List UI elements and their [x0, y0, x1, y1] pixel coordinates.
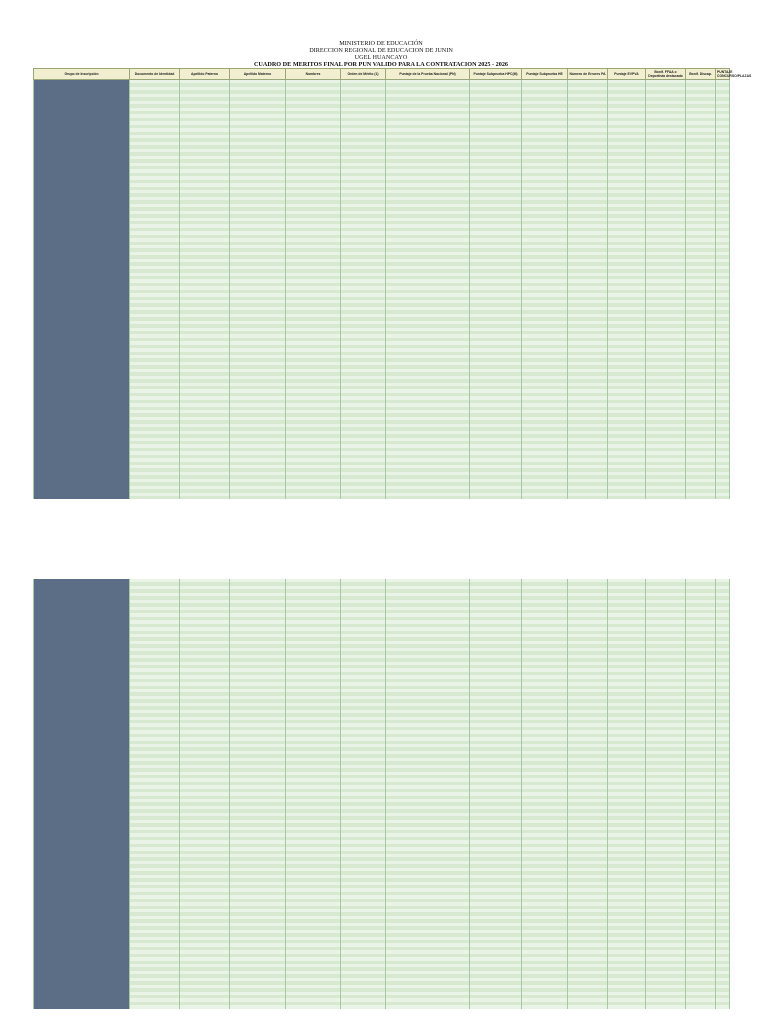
table-cell [341, 496, 386, 499]
document-page-1 [33, 38, 752, 518]
table-cell [568, 496, 608, 499]
table-cell [341, 1005, 386, 1008]
table-cell [568, 1005, 608, 1008]
column-header: Apellido Materno [230, 69, 286, 80]
column-header: Nombres [286, 69, 341, 80]
table-row [34, 1005, 730, 1008]
ugel-title: UGEL HUANCAYO [354, 54, 408, 61]
table-cell [716, 496, 730, 499]
table-cell [130, 496, 180, 499]
column-header: Bonif. FFAA o Deportista destacado [646, 69, 686, 80]
table-cell [608, 496, 646, 499]
document-page-2 [33, 576, 729, 1024]
table-cell [286, 1005, 341, 1008]
column-header: PUNTAJE CONCURSO/PLAZAS [717, 70, 752, 78]
column-header: Puntaje Subprueba HE [522, 69, 568, 80]
column-header: Bonif. Discap. [686, 69, 716, 80]
table-cell [470, 496, 522, 499]
table-cell [470, 1005, 522, 1008]
document-title-block [33, 38, 729, 68]
table-cell [608, 1005, 646, 1008]
regional-direction-title: DIRECCION REGIONAL DE EDUCACION DE JUNIN [309, 47, 453, 54]
table-cell [646, 1005, 686, 1008]
table-cell [686, 1005, 716, 1008]
table-cell [716, 1005, 730, 1008]
table-cell [34, 496, 130, 499]
table-row [34, 496, 730, 499]
table-cell [34, 1005, 130, 1008]
header-row [34, 69, 730, 80]
column-header: Apellido Paterno [180, 69, 230, 80]
merit-table-page-2 [33, 579, 730, 1009]
column-header: Puntaje EVPVA [608, 69, 646, 80]
table-cell [130, 1005, 180, 1008]
merit-table-title: CUADRO DE MERITOS FINAL POR PUN VALIDO PARA LA CONTRATACION 2025 - 2026 [253, 61, 509, 68]
column-header: Puntaje de la Prueba Nacional (PN) [386, 69, 470, 80]
table-cell [522, 496, 568, 499]
column-header: Grupo de Inscripción [34, 69, 130, 80]
table-body [34, 80, 730, 500]
column-header: Orden de Mérito (1) [341, 69, 386, 80]
column-header: Puntaje Subprueba HPC(M) [470, 69, 522, 80]
table-body [34, 579, 730, 1009]
column-header: Documento de Identidad [130, 69, 180, 80]
table-cell [180, 1005, 230, 1008]
table-cell [230, 1005, 286, 1008]
table-cell [686, 496, 716, 499]
ministry-title: MINISTERIO DE EDUCACIÓN [339, 40, 423, 47]
table-cell [230, 496, 286, 499]
merit-table-page-1 [33, 68, 752, 499]
table-cell [286, 496, 341, 499]
table-cell [386, 496, 470, 499]
table-cell [180, 496, 230, 499]
table-cell [522, 1005, 568, 1008]
table-cell [386, 1005, 470, 1008]
table-cell [646, 496, 686, 499]
column-header: Número de Errores PA [568, 69, 608, 80]
